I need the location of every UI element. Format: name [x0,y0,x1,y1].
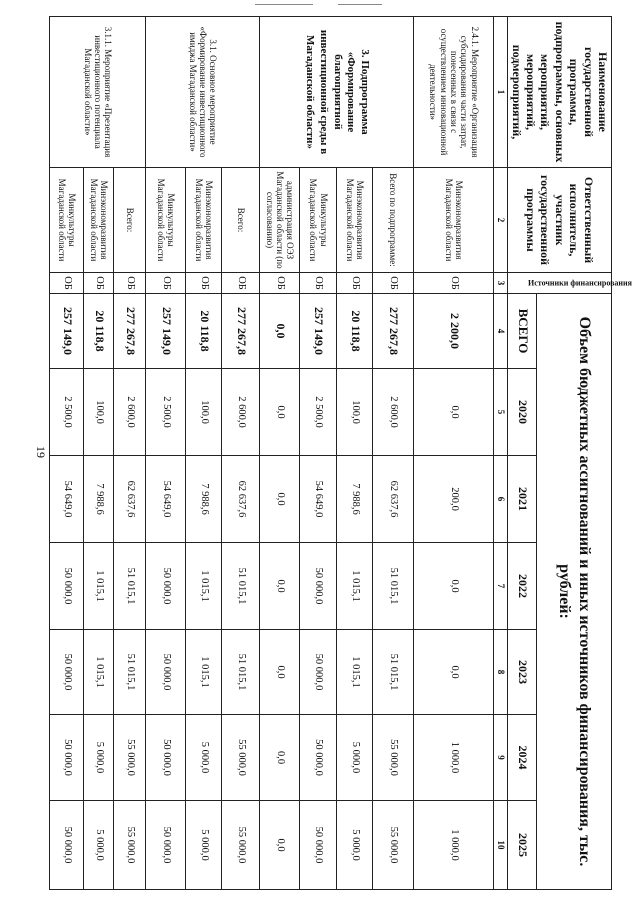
row-value: 50 000,0 [300,630,337,715]
row-value: 100,0 [186,369,222,456]
row-total: 257 149,0 [300,294,337,369]
row-value: 5 000,0 [186,715,222,801]
row-source: ОБ [373,273,414,294]
scan-edge-mark [255,4,313,5]
table-row [414,17,494,890]
row-total: 2 200,0 [414,294,494,369]
row-value: 7 988,6 [337,456,373,543]
row-name: 3.1.1. Мероприятие «Презентация инвестиционного потенциала Магаданской области» [50,17,146,168]
row-value: 5 000,0 [337,801,373,890]
row-responsible: Минкультуры Магаданской области [50,168,84,273]
row-name: 2.4.1. Мероприятие «Организация субсидирования части затрат, понесенных в связи с осуществлением инновационной деятельности» [414,17,494,168]
header-year: 2022 [508,543,537,630]
row-total: 257 149,0 [50,294,84,369]
row-value: 0,0 [260,456,300,543]
scan-edge-mark [338,4,382,5]
row-source: ОБ [84,273,114,294]
row-source: ОБ [260,273,300,294]
budget-table [49,16,632,890]
row-value: 55 000,0 [114,801,146,890]
row-value: 50 000,0 [50,715,84,801]
row-value: 62 637,6 [373,456,414,543]
row-value: 55 000,0 [373,801,414,890]
row-total: 257 149,0 [146,294,186,369]
row-value: 1 000,0 [414,801,494,890]
row-source: ОБ [222,273,260,294]
header-year: 2021 [508,456,537,543]
header-source-text: Источники финансирования [527,278,632,288]
row-value: 1 015,1 [84,630,114,715]
row-responsible: Всего по подпрограмме: [373,168,414,273]
row-value: 50 000,0 [50,801,84,890]
row-value: 100,0 [84,369,114,456]
row-value: 50 000,0 [300,715,337,801]
row-value: 51 015,1 [114,630,146,715]
column-number: 9 [494,715,508,801]
row-name: 3.1. Основное мероприятие «Формирование инвестиционного имиджа Магаданской области» [146,17,260,168]
row-value: 54 649,0 [300,456,337,543]
row-value: 51 015,1 [114,543,146,630]
row-total: 277 267,8 [114,294,146,369]
column-number: 8 [494,630,508,715]
row-value: 50 000,0 [50,543,84,630]
row-value: 0,0 [260,715,300,801]
table-row [222,17,260,890]
header-year: 2025 [508,801,537,890]
row-value: 50 000,0 [300,801,337,890]
page-number: 19 [34,446,48,458]
header-year: 2024 [508,715,537,801]
row-value: 62 637,6 [222,456,260,543]
row-value: 0,0 [260,630,300,715]
row-name: 3. Подпрограмма «Формирование благоприятной инвестиционной среды в Магаданской области» [260,17,414,168]
column-number: 10 [494,801,508,890]
row-responsible: Всего: [222,168,260,273]
row-source: ОБ [300,273,337,294]
row-total: 20 118,8 [337,294,373,369]
row-value: 7 988,6 [186,456,222,543]
row-value: 200,0 [414,456,494,543]
column-number: 5 [494,369,508,456]
row-value: 1 000,0 [414,715,494,801]
column-number: 2 [494,168,508,273]
table-container [56,16,632,889]
column-number: 3 [494,273,508,294]
header-year: 2023 [508,630,537,715]
header-responsible: Ответственный исполнитель, участник государственной программы [508,168,612,273]
row-source: ОБ [186,273,222,294]
row-value: 55 000,0 [114,715,146,801]
row-source: ОБ [337,273,373,294]
row-value: 54 649,0 [50,456,84,543]
table-row [373,17,414,890]
row-value: 1 015,1 [337,630,373,715]
header-name: Наименование государственной программы, подпрограммы, основных мероприятий, мероприятий, подмероприятий, [508,17,612,168]
row-value: 5 000,0 [186,801,222,890]
header-source [508,273,632,294]
row-value: 50 000,0 [146,630,186,715]
column-number: 6 [494,456,508,543]
row-responsible: Минэкономразвития Магаданской области [186,168,222,273]
row-responsible: администрация ОЭЗ Магаданской области (по согласованию) [260,168,300,273]
row-total: 277 267,8 [373,294,414,369]
row-value: 7 988,6 [84,456,114,543]
row-value: 50 000,0 [300,543,337,630]
row-responsible: Минэкономразвития Магаданской области [414,168,494,273]
row-value: 0,0 [414,543,494,630]
row-value: 2 500,0 [300,369,337,456]
column-number: 1 [494,17,508,168]
row-value: 50 000,0 [146,543,186,630]
row-value: 55 000,0 [222,801,260,890]
table-row [114,17,146,890]
row-value: 2 500,0 [50,369,84,456]
header-total: ВСЕГО [508,294,537,369]
row-value: 0,0 [414,630,494,715]
row-value: 1 015,1 [337,543,373,630]
row-value: 2 600,0 [114,369,146,456]
row-total: 20 118,8 [186,294,222,369]
row-value: 50 000,0 [146,715,186,801]
row-source: ОБ [50,273,84,294]
header-year: 2020 [508,369,537,456]
row-value: 5 000,0 [84,715,114,801]
row-value: 54 649,0 [146,456,186,543]
row-value: 62 637,6 [114,456,146,543]
row-responsible: Минкультуры Магаданской области [300,168,337,273]
row-value: 1 015,1 [84,543,114,630]
rotated-table-area [56,16,632,889]
row-value: 0,0 [414,369,494,456]
row-value: 2 600,0 [373,369,414,456]
column-number: 7 [494,543,508,630]
row-value: 51 015,1 [373,630,414,715]
row-value: 1 015,1 [186,543,222,630]
row-value: 2 600,0 [222,369,260,456]
row-responsible: Минкультуры Магаданской области [146,168,186,273]
row-value: 51 015,1 [222,543,260,630]
row-value: 5 000,0 [337,715,373,801]
row-value: 0,0 [260,543,300,630]
row-total: 0,0 [260,294,300,369]
row-responsible: Минэкономразвития Магаданской области [337,168,373,273]
row-source: ОБ [414,273,494,294]
row-value: 0,0 [260,801,300,890]
row-value: 51 015,1 [222,630,260,715]
row-responsible: Всего: [114,168,146,273]
row-source: ОБ [114,273,146,294]
row-value: 5 000,0 [84,801,114,890]
column-number: 4 [494,294,508,369]
row-value: 55 000,0 [222,715,260,801]
row-value: 51 015,1 [373,543,414,630]
row-value: 50 000,0 [146,801,186,890]
row-total: 20 118,8 [84,294,114,369]
row-responsible: Минэкономразвития Магаданской области [84,168,114,273]
row-value: 55 000,0 [373,715,414,801]
row-source: ОБ [146,273,186,294]
row-value: 50 000,0 [50,630,84,715]
row-value: 0,0 [260,369,300,456]
row-value: 1 015,1 [186,630,222,715]
header-funding: Объем бюджетных ассигнований и иных источников финансирования, тыс. рублей: [537,294,612,890]
row-total: 277 267,8 [222,294,260,369]
row-value: 100,0 [337,369,373,456]
row-value: 2 500,0 [146,369,186,456]
